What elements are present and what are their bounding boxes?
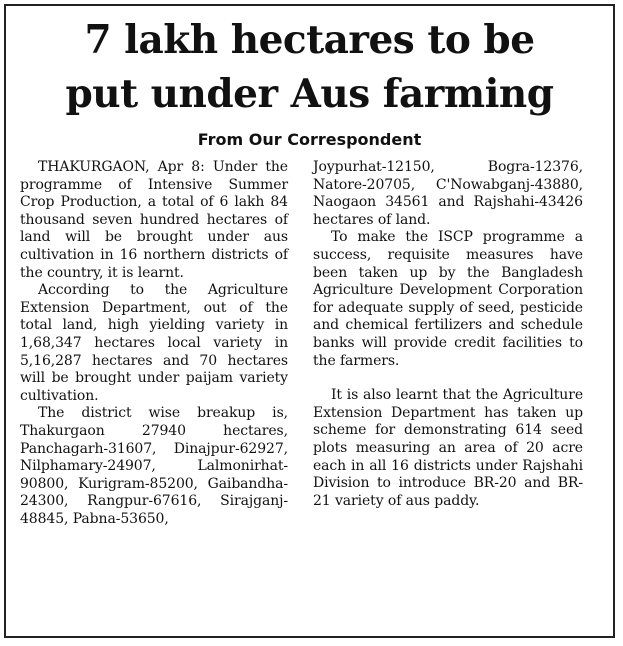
article-column-right: [313, 159, 583, 510]
article-column-left: [20, 159, 288, 528]
paragraph-variety: According to the Agriculture Extension Department, out of the total land, high yielding variety in 1,68,347 hectares local variety in 5,16,287 hectares and 70 hectares will be brought under paijam variety cultivation.: [20, 282, 288, 404]
paragraph-district-breakup: The district wise breakup is, Thakurgaon 27940 hectares, Panchagarh-31607, Dinajpur-62927, Nilphamary-24907, Lalmonirhat-90800, Kurigram-85200, Gaibandha-24300, Rangpur-67616, Sirajganj-48845, Pabna-53650,: [20, 405, 288, 527]
newspaper-clipping: [4, 4, 615, 638]
headline-line-1: 7 lakh hectares to be: [84, 17, 535, 63]
paragraph-seed-plots: It is also learnt that the Agriculture Extension Department has taken up scheme for demonstrating 614 seed plots measuring an area of 20 acre each in all 16 districts under Rajshahi Division to introduce BR-20 and BR-21 variety of aus paddy.: [313, 387, 583, 509]
headline-line-2: put under Aus farming: [65, 71, 554, 117]
byline: From Our Correspondent: [197, 130, 422, 149]
paragraph-iscp-measures: To make the ISCP programme a success, requisite measures have been taken up by the Bangladesh Agriculture Development Corporation for adequate supply of seed, pesticide and chemical fertilizers and schedule banks will provide credit facilities to the farmers.: [313, 229, 583, 369]
paragraph-dateline: THAKURGAON, Apr 8: Under the programme of Intensive Summer Crop Production, a total of 6 lakh 84 thousand seven hundred hectares of land will be brought under aus cultivation in 16 northern districts of the country, it is learnt.: [20, 159, 288, 281]
paragraph-district-continued: Joypurhat-12150, Bogra-12376, Natore-20705, C'Nowabganj-43880, Naogaon 34561 and Rajshahi-43426 hectares of land.: [313, 159, 583, 228]
